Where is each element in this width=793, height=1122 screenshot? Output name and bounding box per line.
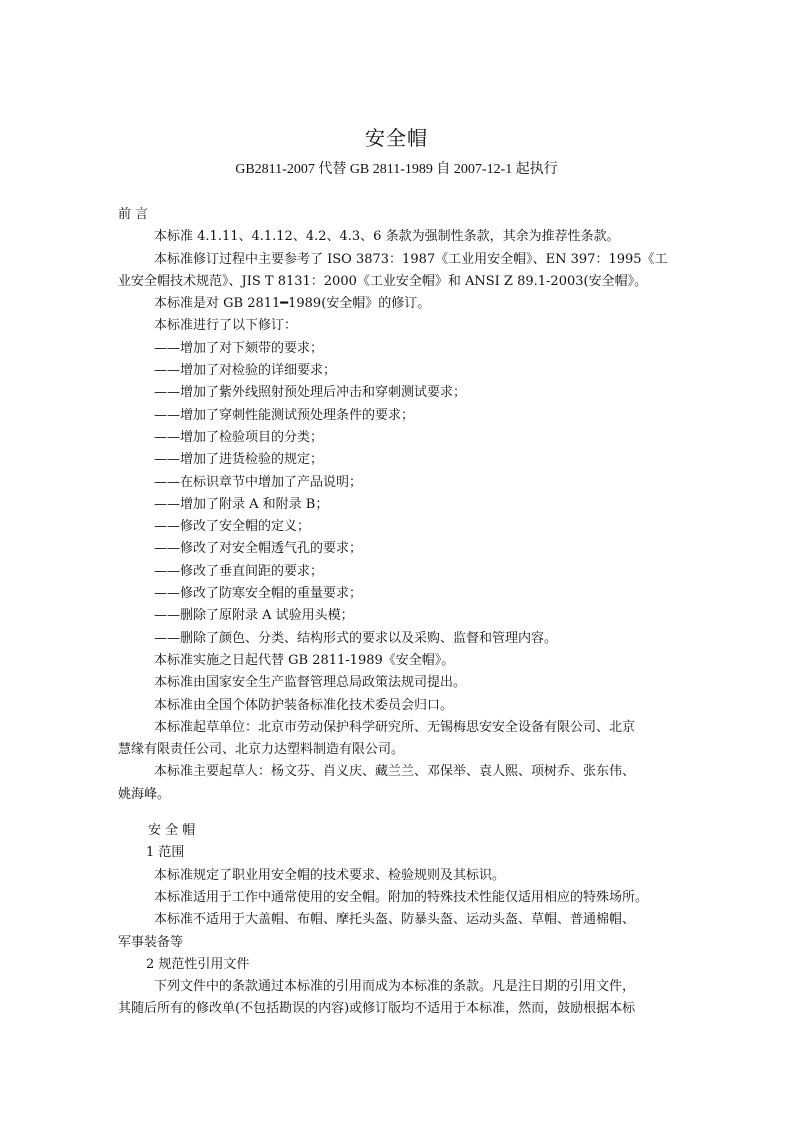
preface-heading: 前 言 [118, 207, 149, 222]
paragraph-line: 本标准实施之日起代替 GB 2811-1989《安全帽》。 [154, 652, 455, 668]
paragraph-line: 本标准主要起草人：杨文芬、肖义庆、藏兰兰、邓保举、袁人熙、项树乔、张东伟、 [154, 764, 636, 780]
list-item: ——修改了对安全帽透气孔的要求； [154, 541, 363, 557]
list-item: ——修改了防寒安全帽的重量要求； [154, 586, 363, 602]
paragraph-line: 本标准 4.1.11、4.1.12、4.2、4.3、6 条款为强制性条款，其余为推荐性条款。 [154, 229, 620, 245]
paragraph-line: 本标准规定了职业用安全帽的技术要求、检验规则及其标识。 [154, 867, 506, 883]
paragraph-line: 本标准修订过程中主要参考了 ISO 3873：1987《工业用安全帽》、EN 397：1995《工 [154, 251, 668, 267]
section-heading: 2 规范性引用文件 [146, 956, 250, 972]
paragraph-line: 本标准不适用于大盖帽、布帽、摩托头盔、防暴头盔、运动头盔、草帽、普通棉帽、 [154, 912, 636, 928]
paragraph-line: 本标准起草单位：北京市劳动保护科学研究所、无锡梅思安安全设备有限公司、北京 [154, 719, 636, 735]
paragraph-line: 本标准进行了以下修订： [154, 318, 298, 334]
list-item: ——增加了穿刺性能测试预处理条件的要求； [154, 407, 415, 423]
paragraph-line: 本标准适用于工作中通常使用的安全帽。附加的特殊技术性能仅适用相应的特殊场所。 [154, 889, 649, 905]
paragraph-line: 慧缘有限责任公司、北京力达塑料制造有限公司。 [118, 742, 405, 758]
paragraph-line: 本标准由国家安全生产监督管理总局政策法规司提出。 [154, 675, 467, 691]
list-item: ——修改了垂直间距的要求； [154, 563, 324, 579]
list-item: ——增加了检验项目的分类； [154, 429, 324, 445]
paragraph-line: 本标准由全国个体防护装备标准化技术委员会归口。 [154, 697, 454, 713]
list-item: ——增加了紫外线照射预处理后冲击和穿刺测试要求； [154, 385, 467, 401]
paragraph-line: 军事装备等 [118, 934, 184, 950]
document-subtitle: GB2811-2007 代替 GB 2811-1989 自 2007-12-1 起执行 [235, 162, 558, 177]
list-item: ——在标识章节中增加了产品说明； [154, 474, 363, 490]
list-item: ——增加了对检验的详细要求； [154, 363, 337, 379]
paragraph-line: 业安全帽技术规范》、JIS T 8131：2000《工业安全帽》和 ANSI Z 89.1-2003(安全帽》。 [118, 273, 648, 289]
document-body [118, 204, 674, 1021]
paragraph-line: 本标准是对 GB 2811━1989(安全帽》的修订。 [154, 296, 431, 312]
list-item: ——增加了附录 A 和附录 B； [154, 496, 329, 512]
document-title: 安全帽 [365, 126, 428, 150]
section-heading: 1 范围 [146, 845, 185, 861]
paragraph-line: 下列文件中的条款通过本标准的引用而成为本标准的条款。凡是注日期的引用文件， [154, 979, 636, 995]
list-item: ——删除了颜色、分类、结构形式的要求以及采购、监督和管理内容。 [154, 630, 558, 646]
paragraph-line: 姚海峰。 [118, 786, 171, 802]
section-title: 安 全 帽 [148, 823, 196, 839]
list-item: ——增加了对下颏带的要求； [154, 340, 324, 356]
list-item: ——删除了原附录 A 试验用头模； [154, 608, 354, 624]
section-gap [118, 806, 674, 820]
list-item: ——增加了进货检验的规定； [154, 452, 324, 468]
list-item: ——修改了安全帽的定义； [154, 519, 311, 535]
paragraph-line: 其随后所有的修改单(不包括勘误的内容)或修订版均不适用于本标准，然而，鼓励根据本标 [118, 1001, 636, 1017]
